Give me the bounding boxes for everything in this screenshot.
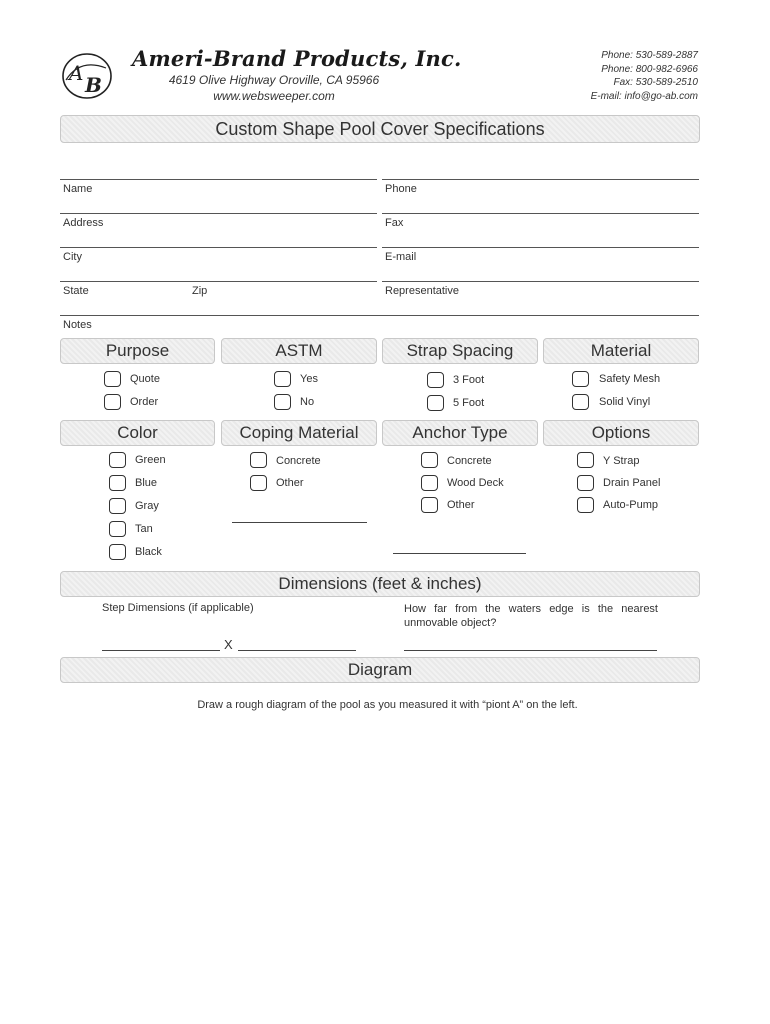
phone-1: Phone: 530-589-2887 xyxy=(601,50,698,61)
strap-spacing-header: Strap Spacing xyxy=(382,338,538,364)
name-field[interactable] xyxy=(60,179,377,180)
fax-field[interactable] xyxy=(382,213,699,214)
notes-label: Notes xyxy=(63,319,92,331)
astm-yes-label: Yes xyxy=(300,373,318,385)
state-label: State xyxy=(63,285,89,297)
svg-text:A: A xyxy=(69,61,84,85)
material-header: Material xyxy=(543,338,699,364)
green-checkbox[interactable] xyxy=(109,452,126,468)
times-symbol: X xyxy=(224,637,233,652)
fax-number: Fax: 530-589-2510 xyxy=(613,77,698,88)
diagram-header: Diagram xyxy=(60,657,700,683)
company-logo xyxy=(60,50,114,102)
phone-field[interactable] xyxy=(382,179,699,180)
email-address: E-mail: info@go-ab.com xyxy=(590,90,698,102)
nearest-object-input[interactable] xyxy=(404,650,657,651)
step-width-input[interactable] xyxy=(102,650,220,651)
strap-5ft-label: 5 Foot xyxy=(453,397,485,409)
notes-field[interactable] xyxy=(60,315,699,316)
gray-checkbox[interactable] xyxy=(109,498,126,514)
options-header: Options xyxy=(543,420,699,446)
anchor-other-label: Other xyxy=(447,499,475,511)
order-checkbox[interactable] xyxy=(104,394,121,410)
representative-label: Representative xyxy=(385,285,459,297)
name-label: Name xyxy=(63,183,93,195)
green-label: Green xyxy=(135,454,166,466)
city-label: City xyxy=(63,251,82,263)
auto-pump-checkbox[interactable] xyxy=(577,497,594,513)
diagram-drawing-area[interactable] xyxy=(60,720,700,1010)
strap-5ft-checkbox[interactable] xyxy=(427,395,444,411)
order-label: Order xyxy=(130,396,159,408)
strap-3ft-checkbox[interactable] xyxy=(427,372,444,388)
safety-mesh-checkbox[interactable] xyxy=(572,371,589,387)
astm-no-label: No xyxy=(300,396,315,408)
step-dimensions-label: Step Dimensions (if applicable) xyxy=(102,602,254,614)
strap-3ft-label: 3 Foot xyxy=(453,374,485,386)
astm-no-checkbox[interactable] xyxy=(274,394,291,410)
drain-panel-checkbox[interactable] xyxy=(577,475,594,491)
fax-label: Fax xyxy=(385,217,404,229)
anchor-concrete-checkbox[interactable] xyxy=(421,452,438,468)
zip-label: Zip xyxy=(192,285,208,297)
svg-text:B: B xyxy=(85,73,102,97)
tan-checkbox[interactable] xyxy=(109,521,126,537)
drain-panel-label: Drain Panel xyxy=(603,477,661,489)
company-name: Ameri-Brand Products, Inc. xyxy=(132,46,462,71)
gray-label: Gray xyxy=(135,500,159,512)
contact-block xyxy=(591,49,698,103)
anchor-concrete-label: Concrete xyxy=(447,455,492,467)
y-strap-label: Y Strap xyxy=(603,455,640,467)
quote-label: Quote xyxy=(130,373,160,385)
tan-label: Tan xyxy=(135,523,153,535)
email-label: E-mail xyxy=(385,251,417,263)
city-field[interactable] xyxy=(60,247,377,248)
blue-label: Blue xyxy=(135,477,158,489)
quote-checkbox[interactable] xyxy=(104,371,121,387)
phone-2: Phone: 800-982-6966 xyxy=(601,63,698,75)
coping-other-input[interactable] xyxy=(232,522,367,523)
astm-yes-checkbox[interactable] xyxy=(274,371,291,387)
company-address: 4619 Olive Highway Oroville, CA 95966 xyxy=(168,73,380,87)
address-field[interactable] xyxy=(60,213,377,214)
company-website: www.websweeper.com xyxy=(213,89,335,103)
nearest-object-question: How far from the waters edge is the nearest unmovable object? xyxy=(404,603,658,629)
blue-checkbox[interactable] xyxy=(109,475,126,491)
auto-pump-label: Auto-Pump xyxy=(603,499,659,511)
anchor-wood-deck-checkbox[interactable] xyxy=(421,475,438,491)
astm-header: ASTM xyxy=(221,338,377,364)
black-checkbox[interactable] xyxy=(109,544,126,560)
coping-concrete-label: Concrete xyxy=(276,455,321,467)
diagram-instruction: Draw a rough diagram of the pool as you measured it with “piont A” on the left. xyxy=(197,699,578,711)
solid-vinyl-checkbox[interactable] xyxy=(572,394,589,410)
coping-concrete-checkbox[interactable] xyxy=(250,452,267,468)
state-zip-field[interactable] xyxy=(60,281,377,282)
anchor-other-checkbox[interactable] xyxy=(421,497,438,513)
phone-label: Phone xyxy=(385,183,417,195)
coping-material-header: Coping Material xyxy=(221,420,377,446)
step-length-input[interactable] xyxy=(238,650,356,651)
representative-field[interactable] xyxy=(382,281,699,282)
dimensions-header: Dimensions (feet & inches) xyxy=(60,571,700,597)
anchor-other-input[interactable] xyxy=(393,553,526,554)
anchor-type-header: Anchor Type xyxy=(382,420,538,446)
form-title: Custom Shape Pool Cover Specifications xyxy=(60,115,700,143)
address-label: Address xyxy=(63,217,104,229)
email-field[interactable] xyxy=(382,247,699,248)
purpose-header: Purpose xyxy=(60,338,215,364)
black-label: Black xyxy=(135,546,162,558)
y-strap-checkbox[interactable] xyxy=(577,452,594,468)
color-header: Color xyxy=(60,420,215,446)
safety-mesh-label: Safety Mesh xyxy=(599,373,661,385)
solid-vinyl-label: Solid Vinyl xyxy=(599,396,651,408)
anchor-wood-deck-label: Wood Deck xyxy=(447,477,504,489)
coping-other-checkbox[interactable] xyxy=(250,475,267,491)
coping-other-label: Other xyxy=(276,477,304,489)
